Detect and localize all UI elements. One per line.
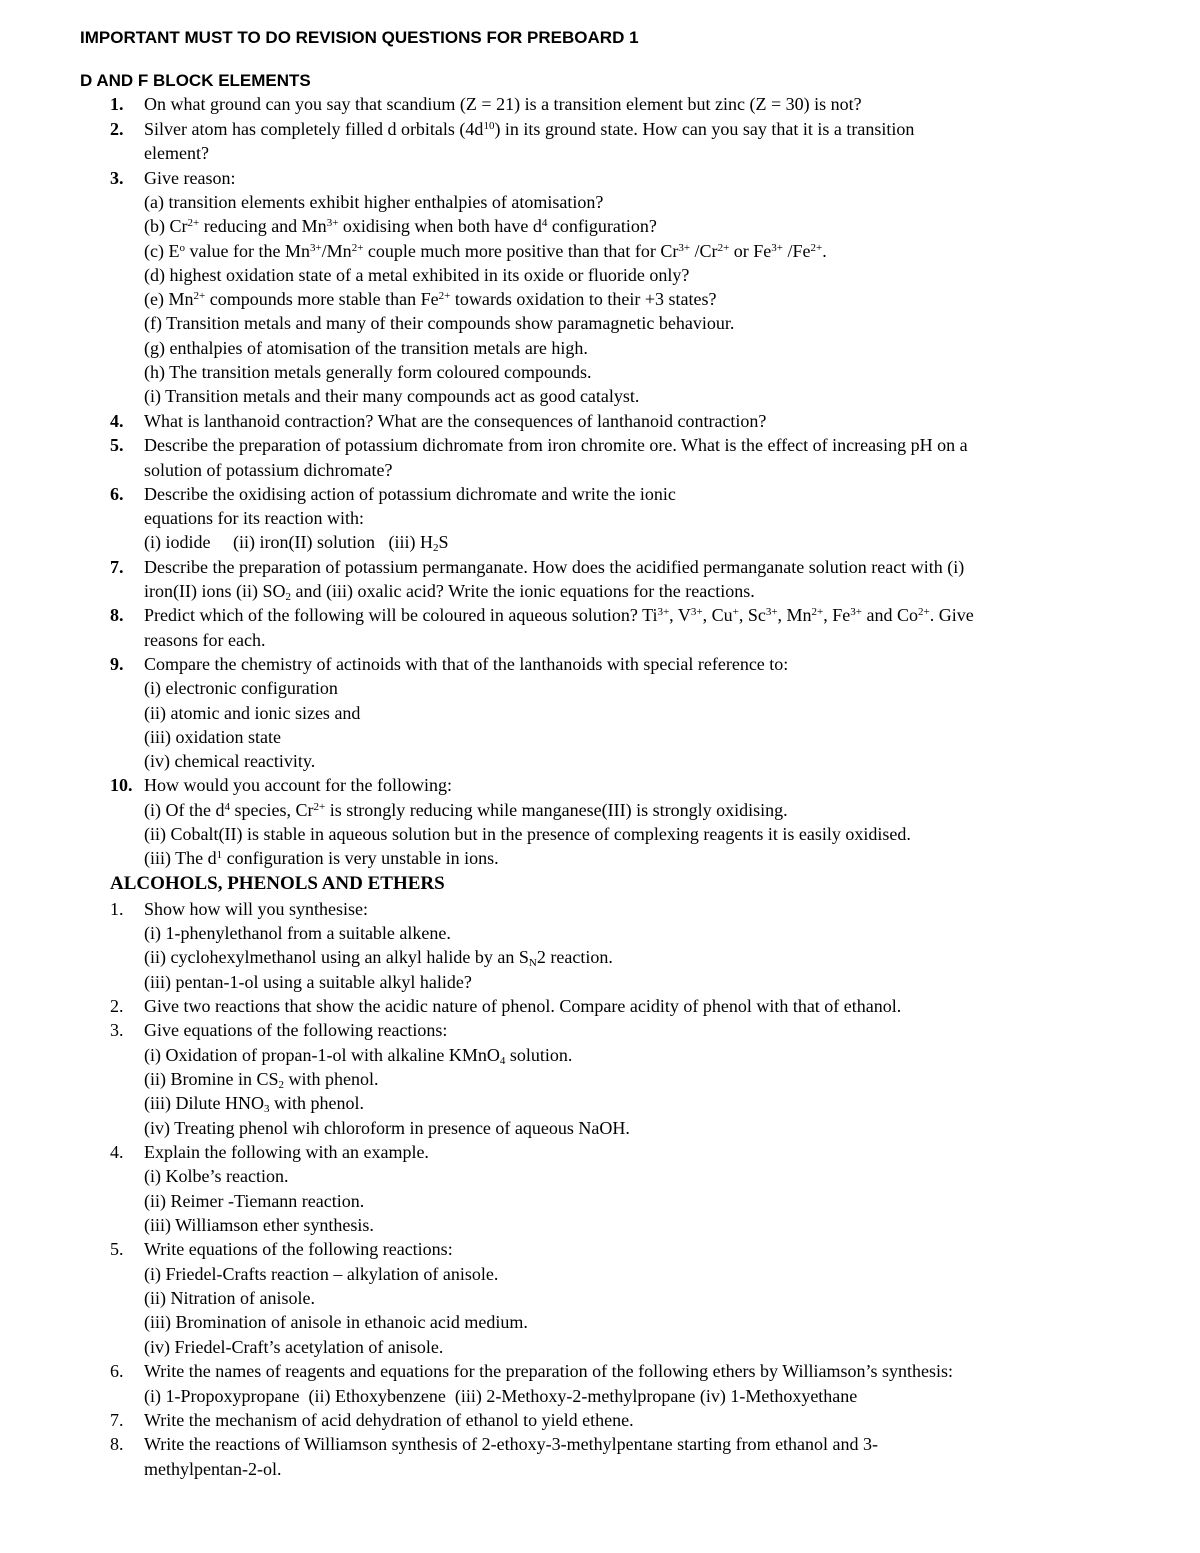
- question-line: (ii) Cobalt(II) is stable in aqueous solution but in the presence of complexing reagents it is easily oxidised.: [144, 824, 911, 844]
- question-line: Compare the chemistry of actinoids with that of the lanthanoids with special reference to:: [144, 654, 789, 674]
- question-line: Describe the preparation of potassium dichromate from iron chromite ore. What is the effect of increasing pH on a: [144, 435, 968, 455]
- question-line: reasons for each.: [144, 630, 266, 650]
- question-line: (i) Oxidation of propan-1-ol with alkaline KMnO$_4$ solution.: [144, 1045, 573, 1067]
- question-number: 4.: [110, 1142, 124, 1162]
- question-line: (d) highest oxidation state of a metal exhibited in its oxide or fluoride only?: [144, 265, 690, 285]
- question-line: (h) The transition metals generally form coloured compounds.: [144, 362, 592, 382]
- question-line: (e) $Mn^{2+}$ compounds more stable than $Fe^{2+}$ towards oxidation to their +3 states?: [144, 289, 717, 309]
- question-line: (iii) oxidation state: [144, 727, 281, 747]
- question-number: 7.: [110, 1410, 124, 1430]
- question-line: On what ground can you say that scandium (Z = 21) is a transition element but zinc (Z = 30) is not?: [144, 94, 862, 114]
- question-line: (i) electronic configuration: [144, 678, 338, 698]
- page-title: IMPORTANT MUST TO DO REVISION QUESTIONS FOR PREBOARD 1: [80, 28, 639, 47]
- question-line: Describe the oxidising action of potassium dichromate and write the ionic: [144, 484, 676, 504]
- question-line: Show how will you synthesise:: [144, 899, 369, 919]
- question-number: 1.: [110, 899, 124, 919]
- question-number: 6.: [110, 484, 124, 504]
- question-line: (i) Transition metals and their many compounds act as good catalyst.: [144, 386, 640, 406]
- question-line: (ii) cyclohexylmethanol using an alkyl halide by an $S_N2$ reaction.: [144, 947, 613, 969]
- question-number: 5.: [110, 1239, 124, 1259]
- question-line: (ii) Bromine in $CS_2$ with phenol.: [144, 1069, 379, 1091]
- question-line: How would you account for the following:: [144, 775, 452, 795]
- question-number: 9.: [110, 654, 124, 674]
- question-number: 10.: [110, 775, 133, 795]
- question-line: equations for its reaction with:: [144, 508, 364, 528]
- question-line: (iii) pentan-1-ol using a suitable alkyl halide?: [144, 972, 472, 992]
- question-line: solution of potassium dichromate?: [144, 460, 393, 480]
- question-line: (i) 1-phenylethanol from a suitable alkene.: [144, 923, 451, 943]
- question-line: (ii) atomic and ionic sizes and: [144, 703, 361, 723]
- question-line: Describe the preparation of potassium permanganate. How does the acidified permanganate solution react with (i): [144, 557, 965, 577]
- question-line: (iii) Williamson ether synthesis.: [144, 1215, 374, 1235]
- question-line: (f) Transition metals and many of their compounds show paramagnetic behaviour.: [144, 313, 735, 333]
- question-line: Give reason:: [144, 168, 236, 188]
- question-line: (iii) The $d^1$ configuration is very unstable in ions.: [144, 848, 499, 868]
- question-line: (iv) Treating phenol wih chloroform in presence of aqueous NaOH.: [144, 1118, 630, 1138]
- question-line: (iv) Friedel-Craft’s acetylation of anisole.: [144, 1337, 444, 1357]
- question-line: (ii) Reimer -Tiemann reaction.: [144, 1191, 365, 1211]
- question-line: Write the reactions of Williamson synthesis of 2-ethoxy-3-methylpentane starting from ethanol and 3-: [144, 1434, 879, 1454]
- question-number: 2.: [110, 119, 124, 139]
- question-line: Give two reactions that show the acidic nature of phenol. Compare acidity of phenol with that of ethanol.: [144, 996, 902, 1016]
- question-number: 3.: [110, 168, 124, 188]
- question-line: (b) $Cr^{2+}$ reducing and $Mn^{3+}$ oxidising when both have $d^4$ configuration?: [144, 216, 657, 236]
- question-line: Give equations of the following reactions:: [144, 1020, 448, 1040]
- question-line: Predict which of the following will be coloured in aqueous solution? $Ti^{3+}$, $V^{3+}$, Cu+, $Sc^{3+}$, $Mn^{2+}$, $Fe^{3+}$ and $Co^{2+}$. Give: [144, 605, 974, 625]
- question-line: Explain the following with an example.: [144, 1142, 429, 1162]
- question-line: (iii) Bromination of anisole in ethanoic acid medium.: [144, 1312, 528, 1332]
- section-heading-d-f-block: D AND F BLOCK ELEMENTS: [80, 71, 311, 90]
- question-number: 3.: [110, 1020, 124, 1040]
- question-line: (i) Friedel-Crafts reaction – alkylation of anisole.: [144, 1264, 499, 1284]
- question-line: (i) iodide (ii) iron(II) solution (iii) $H_2S$: [144, 532, 449, 554]
- question-number: 7.: [110, 557, 124, 577]
- question-line: Write the names of reagents and equations for the preparation of the following ethers by Williamson’s synthesis:: [144, 1361, 954, 1381]
- question-line: Write equations of the following reactions:: [144, 1239, 453, 1259]
- question-number: 6.: [110, 1361, 124, 1381]
- question-number: 8.: [110, 605, 124, 625]
- question-line: (iv) chemical reactivity.: [144, 751, 316, 771]
- question-line: element?: [144, 143, 209, 163]
- question-line: (i) Kolbe’s reaction.: [144, 1166, 289, 1186]
- question-line: (c) $E^o$ value for the $Mn^{3+}/Mn^{2+}$ couple much more positive than that for $Cr^{3+}$ $/Cr^{2+}$ or $Fe^{3+}$ $/Fe^{2+}$.: [144, 241, 827, 261]
- question-line: (i) Of the $d^4$ species, $Cr^{2+}$ is strongly reducing while manganese(III) is strongly oxidising.: [144, 800, 788, 820]
- question-number: 2.: [110, 996, 124, 1016]
- question-line: (i) 1-Propoxypropane (ii) Ethoxybenzene (iii) 2-Methoxy-2-methylpropane (iv) 1-Methoxyethane: [144, 1386, 858, 1406]
- question-number: 4.: [110, 411, 124, 431]
- question-line: (g) enthalpies of atomisation of the transition metals are high.: [144, 338, 588, 358]
- question-line: methylpentan-2-ol.: [144, 1459, 282, 1479]
- question-number: 1.: [110, 94, 124, 114]
- question-line: (a) transition elements exhibit higher enthalpies of atomisation?: [144, 192, 604, 212]
- question-line: What is lanthanoid contraction? What are the consequences of lanthanoid contraction?: [144, 411, 767, 431]
- question-line: iron(II) ions (ii) $SO_2$ and (iii) oxalic acid? Write the ionic equations for the reactions.: [144, 581, 755, 603]
- question-line: (ii) Nitration of anisole.: [144, 1288, 315, 1308]
- section-heading-alcohols: ALCOHOLS, PHENOLS AND ETHERS: [110, 873, 445, 894]
- question-line: Silver atom has completely filled d orbitals $(4d^{10})$ in its ground state. How can you say that it is a transition: [144, 119, 915, 139]
- question-line: (iii) Dilute $HNO_3$ with phenol.: [144, 1093, 364, 1115]
- question-number: 8.: [110, 1434, 124, 1454]
- question-number: 5.: [110, 435, 124, 455]
- question-line: Write the mechanism of acid dehydration of ethanol to yield ethene.: [144, 1410, 634, 1430]
